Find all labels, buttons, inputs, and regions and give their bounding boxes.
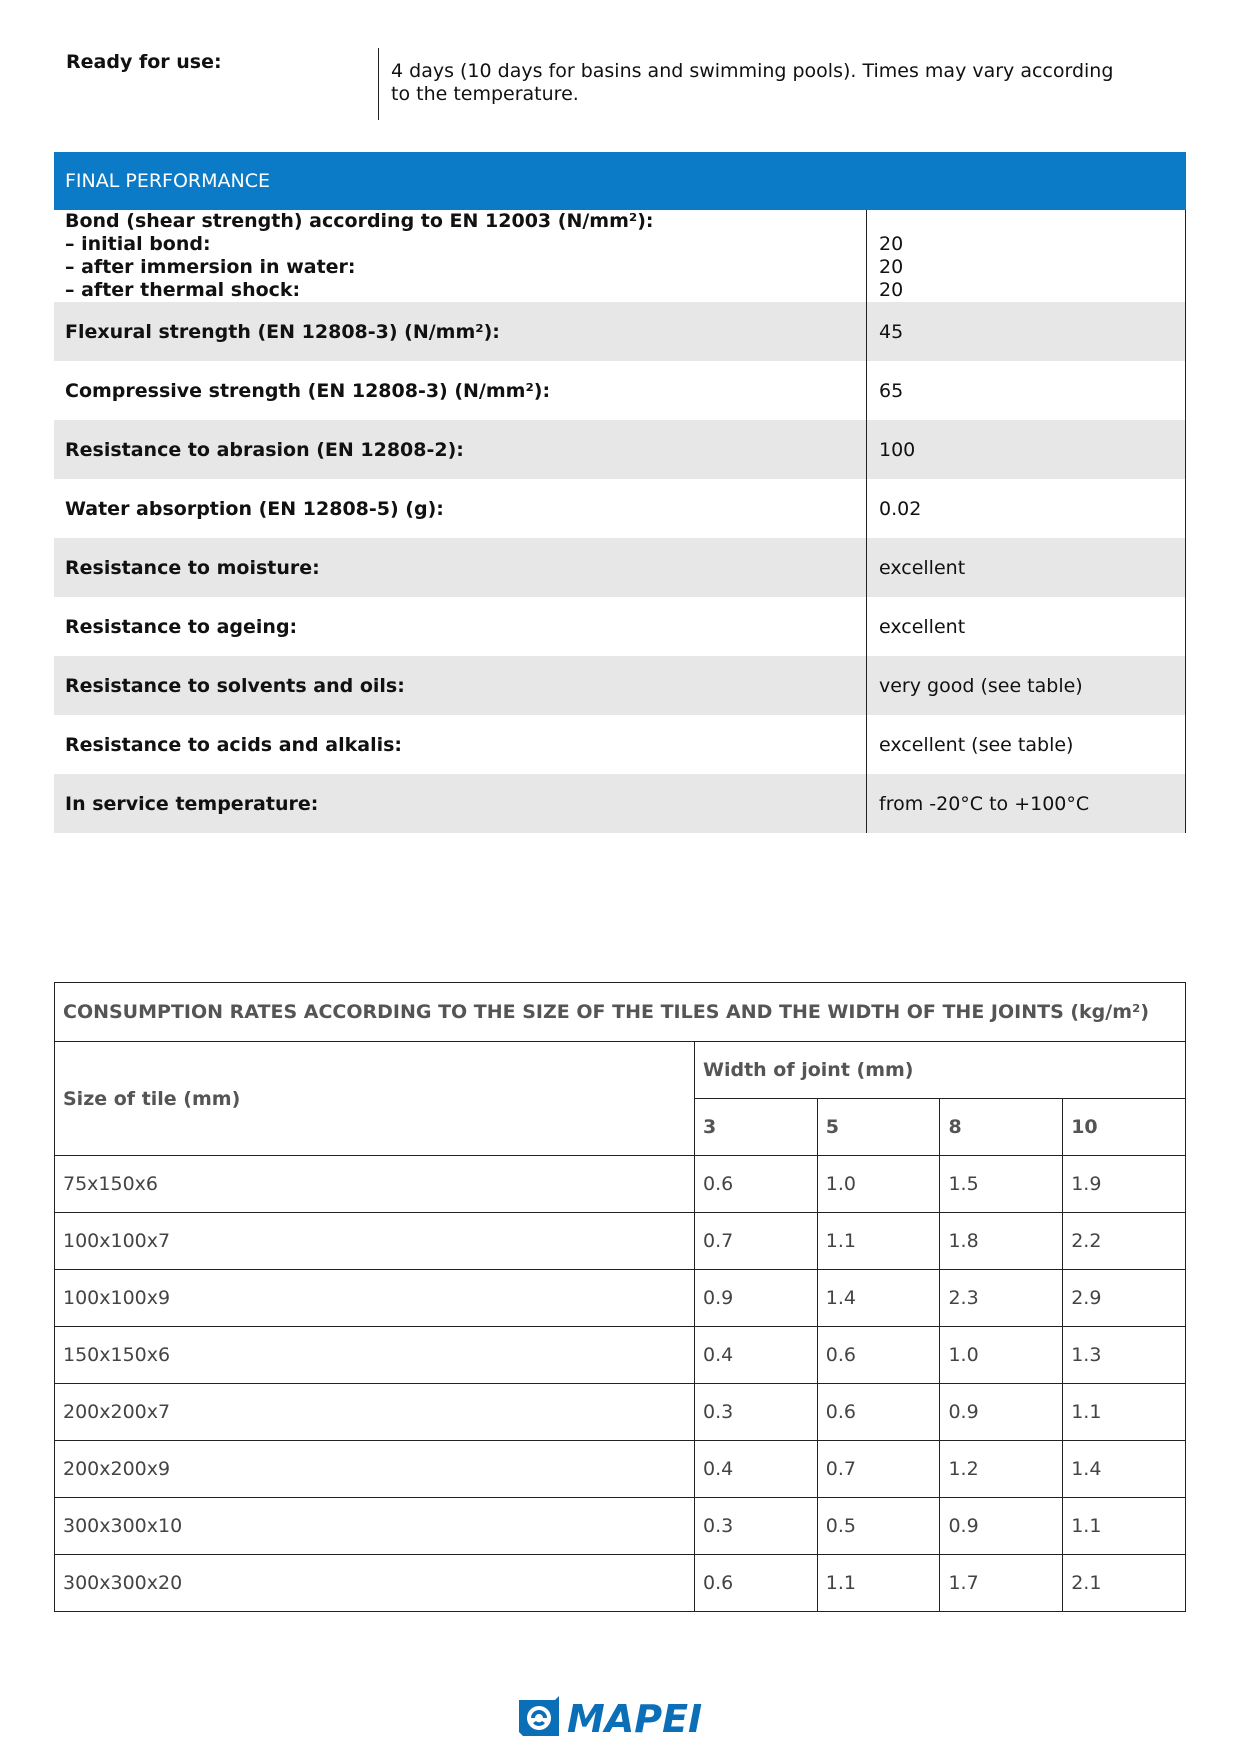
bond-label-line: – after immersion in water: xyxy=(65,256,356,278)
row-value: excellent (see table) xyxy=(866,715,1186,774)
bond-label-line: – initial bond: xyxy=(65,233,211,255)
ready-for-use-value-line1: 4 days (10 days for basins and swimming pools). Times may vary according xyxy=(391,60,1114,82)
rate-cell: 1.1 xyxy=(1063,1384,1186,1441)
ready-for-use-label: Ready for use: xyxy=(66,51,222,73)
consumption-table xyxy=(54,982,1186,1612)
tile-size-cell: 150x150x6 xyxy=(55,1327,695,1384)
table-row xyxy=(54,656,1186,715)
rate-cell: 2.2 xyxy=(1063,1213,1186,1270)
row-value: very good (see table) xyxy=(866,656,1186,715)
table-row xyxy=(54,361,1186,420)
table-row xyxy=(55,1498,1186,1555)
row-label: Resistance to acids and alkalis: xyxy=(65,733,402,756)
ready-for-use-value xyxy=(378,48,1138,120)
tile-size-cell: 200x200x7 xyxy=(55,1384,695,1441)
row-value: 100 xyxy=(866,420,1186,479)
table-row xyxy=(54,597,1186,656)
rate-cell: 1.5 xyxy=(940,1156,1063,1213)
width-8-header: 8 xyxy=(940,1099,1063,1156)
rate-cell: 0.3 xyxy=(695,1384,818,1441)
rate-cell: 0.4 xyxy=(695,1327,818,1384)
table-row xyxy=(55,1327,1186,1384)
rate-cell: 1.1 xyxy=(1063,1498,1186,1555)
row-value: 0.02 xyxy=(866,479,1186,538)
row-value: 65 xyxy=(866,361,1186,420)
bond-value xyxy=(866,210,1186,302)
width-of-joint-header: Width of joint (mm) xyxy=(695,1042,1186,1099)
bond-label-line: Bond (shear strength) according to EN 12003 (N/mm²): xyxy=(65,210,654,232)
rate-cell: 1.3 xyxy=(1063,1327,1186,1384)
mapei-logo-text: MAPEI xyxy=(567,1697,703,1740)
rate-cell: 2.9 xyxy=(1063,1270,1186,1327)
rate-cell: 1.2 xyxy=(940,1441,1063,1498)
tile-size-cell: 100x100x7 xyxy=(55,1213,695,1270)
tile-size-cell: 300x300x20 xyxy=(55,1555,695,1612)
bond-value-line: 20 xyxy=(879,233,904,255)
tile-size-cell: 200x200x9 xyxy=(55,1441,695,1498)
rate-cell: 0.7 xyxy=(817,1441,940,1498)
rate-cell: 0.9 xyxy=(940,1498,1063,1555)
table-row xyxy=(54,479,1186,538)
ready-for-use-value-line2: to the temperature. xyxy=(391,83,579,105)
rate-cell: 1.8 xyxy=(940,1213,1063,1270)
rate-cell: 0.9 xyxy=(940,1384,1063,1441)
rate-cell: 0.9 xyxy=(695,1270,818,1327)
rate-cell: 0.3 xyxy=(695,1498,818,1555)
rate-cell: 1.0 xyxy=(940,1327,1063,1384)
tile-size-cell: 300x300x10 xyxy=(55,1498,695,1555)
row-value: excellent xyxy=(866,538,1186,597)
rate-cell: 0.7 xyxy=(695,1213,818,1270)
bond-label xyxy=(65,210,855,302)
rate-cell: 0.4 xyxy=(695,1441,818,1498)
table-row xyxy=(54,715,1186,774)
tile-size-cell: 100x100x9 xyxy=(55,1270,695,1327)
row-value: excellent xyxy=(866,597,1186,656)
rate-cell: 1.7 xyxy=(940,1555,1063,1612)
rate-cell: 1.9 xyxy=(1063,1156,1186,1213)
rate-cell: 0.6 xyxy=(695,1555,818,1612)
row-label: Water absorption (EN 12808-5) (g): xyxy=(65,497,444,520)
table-row xyxy=(54,302,1186,361)
rate-cell: 0.6 xyxy=(695,1156,818,1213)
tile-size-cell: 75x150x6 xyxy=(55,1156,695,1213)
table-row xyxy=(54,420,1186,479)
width-10-header: 10 xyxy=(1063,1099,1186,1156)
bond-value-line: 20 xyxy=(879,279,904,301)
mapei-logo xyxy=(515,1692,725,1740)
table-row xyxy=(55,1555,1186,1612)
rate-cell: 0.6 xyxy=(817,1384,940,1441)
rate-cell: 1.0 xyxy=(817,1156,940,1213)
table-row xyxy=(55,1156,1186,1213)
rate-cell: 1.4 xyxy=(1063,1441,1186,1498)
row-label: Resistance to ageing: xyxy=(65,615,298,638)
width-3-header: 3 xyxy=(695,1099,818,1156)
table-row xyxy=(55,1384,1186,1441)
bond-row xyxy=(54,210,1186,302)
bond-value-line: 20 xyxy=(879,256,904,278)
table-row xyxy=(55,1270,1186,1327)
row-label: Flexural strength (EN 12808-3) (N/mm²): xyxy=(65,320,500,343)
final-performance-header: FINAL PERFORMANCE xyxy=(54,152,1186,210)
size-of-tile-header: Size of tile (mm) xyxy=(55,1042,695,1156)
rate-cell: 1.4 xyxy=(817,1270,940,1327)
row-label: Resistance to moisture: xyxy=(65,556,320,579)
table-row xyxy=(55,1441,1186,1498)
table-row xyxy=(54,538,1186,597)
mapei-logo-mark xyxy=(519,1696,559,1736)
table-row xyxy=(55,1213,1186,1270)
width-5-header: 5 xyxy=(817,1099,940,1156)
rate-cell: 2.3 xyxy=(940,1270,1063,1327)
rate-cell: 1.1 xyxy=(817,1555,940,1612)
row-label: In service temperature: xyxy=(65,792,319,815)
rate-cell: 2.1 xyxy=(1063,1555,1186,1612)
row-value: 45 xyxy=(866,302,1186,361)
table-row xyxy=(54,774,1186,833)
rate-cell: 0.5 xyxy=(817,1498,940,1555)
rate-cell: 1.1 xyxy=(817,1213,940,1270)
row-label: Resistance to abrasion (EN 12808-2): xyxy=(65,438,464,461)
final-performance-table xyxy=(54,152,1186,833)
bond-label-line: – after thermal shock: xyxy=(65,279,301,301)
row-value: from -20°C to +100°C xyxy=(866,774,1186,833)
row-label: Resistance to solvents and oils: xyxy=(65,674,405,697)
rate-cell: 0.6 xyxy=(817,1327,940,1384)
consumption-title: CONSUMPTION RATES ACCORDING TO THE SIZE OF THE TILES AND THE WIDTH OF THE JOINTS (kg/m²) xyxy=(55,983,1186,1042)
row-label: Compressive strength (EN 12808-3) (N/mm²): xyxy=(65,379,551,402)
